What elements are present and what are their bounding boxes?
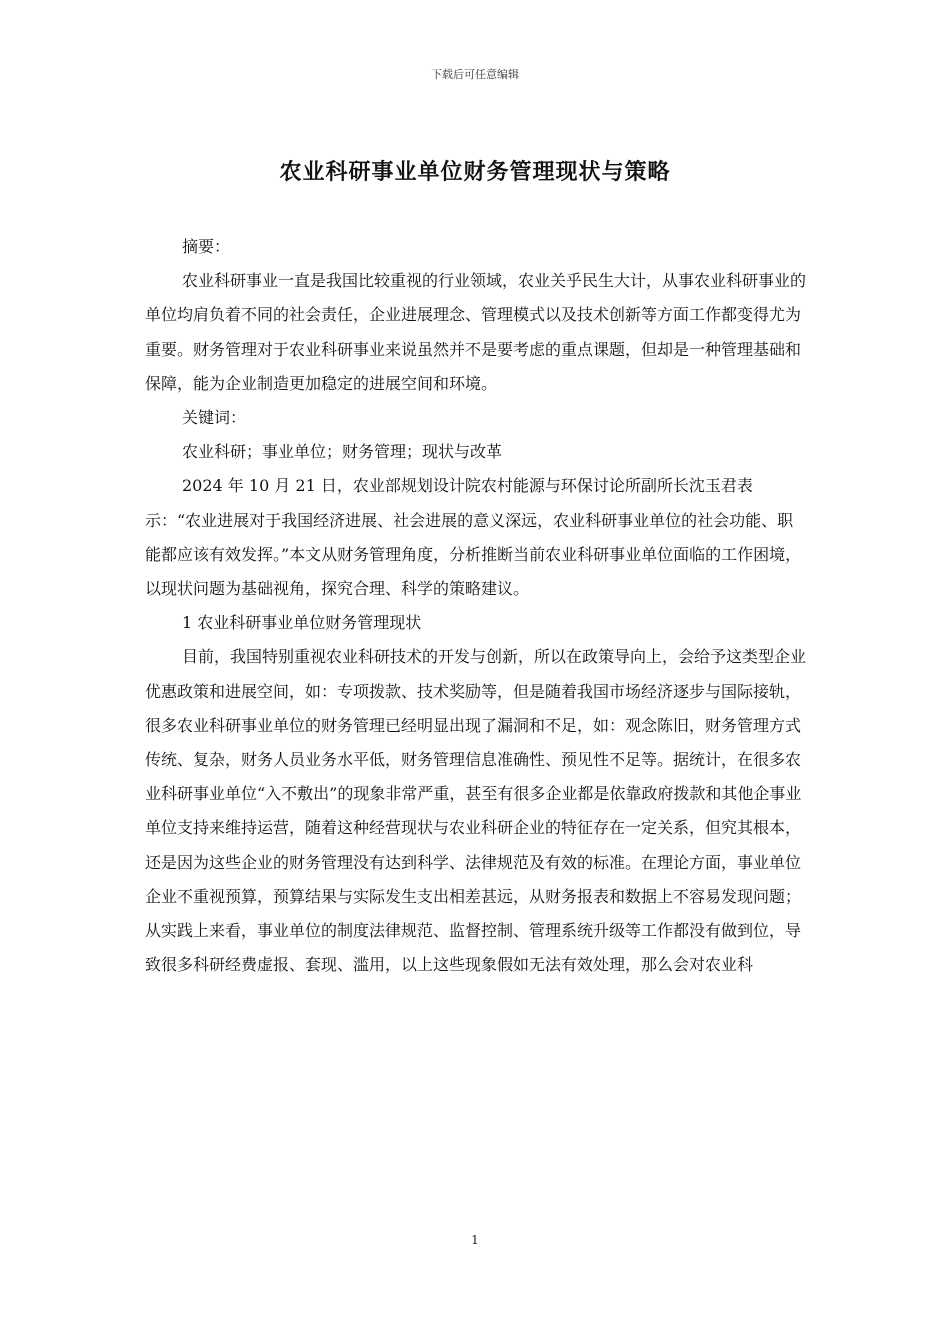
- page-number: 1: [471, 1233, 479, 1247]
- intro-paragraph: 2024 年 10 月 21 日，农业部规划设计院农村能源与环保讨论所副所长沈玉君表示：“农业进展对于我国经济进展、社会进展的意义深远，农业科研事业单位的社会功能、职能都应该有效发挥。”本文从财务管理角度，分析推断当前农业科研事业单位面临的工作困境，以现状问题为基础视角，探究合理、科学的策略建议。: [145, 476, 802, 599]
- section-paragraph: 目前，我国特别重视农业科研技术的开发与创新，所以在政策导向上，会给予这类型企业优惠政策和进展空间，如：专项拨款、技术奖励等，但是随着我国市场经济逐步与国际接轨，很多农业科研事业单位的财务管理已经明显出现了漏洞和不足，如：观念陈旧，财务管理方式传统、复杂，财务人员业务水平低，财务管理信息准确性、预见性不足等。据统计，在很多农业科研事业单位“入不敷出”的现象非常严重，甚至有很多企业都是依靠政府拨款和其他企事业单位支持来维持运营，随着这种经营现状与农业科研企业的特征存在一定关系，但究其根本，还是因为这些企业的财务管理没有达到科学、法律规范及有效的标准。在理论方面，事业单位企业不重视预算，预算结果与实际发生支出相差甚远，从财务报表和数据上不容易发现问题；从实践上来看，事业单位的制度法律规范、监督控制、管理系统升级等工作都没有做到位，导致很多科研经费虚报、套现、滥用，以上这些现象假如无法有效处理，那么会对农业科: [145, 647, 807, 975]
- page-header: 下载后可任意编辑: [431, 68, 519, 81]
- abstract-label: 摘要：: [182, 237, 231, 256]
- abstract-text: 农业科研事业一直是我国比较重视的行业领域，农业关乎民生大计，从事农业科研事业的单位均肩负着不同的社会责任，企业进展理念、管理模式以及技术创新等方面工作都变得尤为重要。财务管理对于农业科研事业来说虽然并不是要考虑的重点课题，但却是一种管理基础和保障，能为企业制造更加稳定的进展空间和环境。: [145, 271, 807, 393]
- keywords-label: 关键词：: [182, 408, 247, 428]
- document-title: 农业科研事业单位财务管理现状与策略: [279, 159, 671, 185]
- section-heading: 1 农业科研事业单位财务管理现状: [182, 613, 422, 633]
- document-body: [145, 230, 807, 982]
- keywords-text: 农业科研；事业单位；财务管理；现状与改革: [182, 442, 503, 462]
